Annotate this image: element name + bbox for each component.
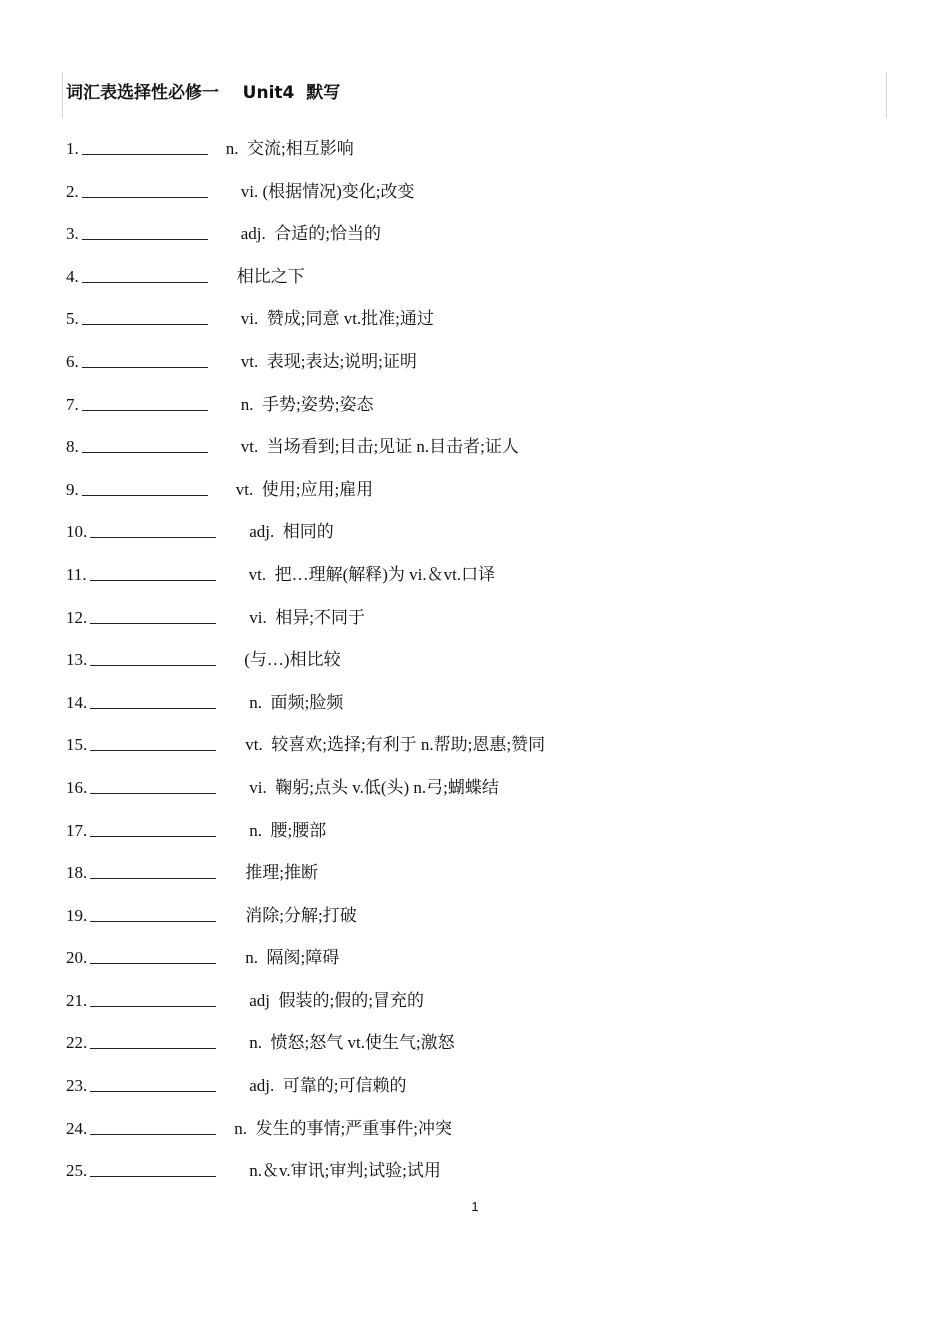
item-number: 3. bbox=[66, 224, 79, 244]
answer-blank[interactable] bbox=[82, 435, 208, 453]
answer-blank[interactable] bbox=[90, 606, 216, 624]
item-number: 21. bbox=[66, 990, 88, 1010]
item-definition: n. 交流;相互影响 bbox=[225, 139, 354, 158]
item-number: 13. bbox=[66, 650, 88, 670]
item-number: 9. bbox=[66, 479, 79, 499]
item-definition: vt. 表现;表达;说明;证明 bbox=[240, 351, 417, 371]
vocab-item bbox=[66, 137, 886, 180]
item-definition: vi. (根据情况)变化;改变 bbox=[240, 181, 415, 201]
item-number: 16. bbox=[66, 777, 88, 797]
vocab-item bbox=[66, 606, 886, 649]
vocab-item bbox=[66, 819, 886, 862]
item-number: 5. bbox=[66, 309, 79, 329]
item-number: 6. bbox=[66, 351, 79, 371]
item-number: 8. bbox=[66, 437, 79, 457]
item-number: 17. bbox=[66, 820, 88, 840]
item-number: 7. bbox=[66, 394, 79, 414]
item-definition: n. 发生的事情;严重事件;冲突 bbox=[234, 1118, 452, 1138]
item-definition: adj. 相同的 bbox=[249, 522, 334, 542]
vocab-item bbox=[66, 265, 886, 308]
item-number: 4. bbox=[66, 266, 79, 286]
answer-blank[interactable] bbox=[82, 307, 208, 325]
item-number: 25. bbox=[66, 1161, 88, 1181]
answer-blank[interactable] bbox=[90, 563, 216, 581]
item-definition: n.＆v.审讯;审判;试验;试用 bbox=[249, 1161, 441, 1181]
vocab-item bbox=[66, 350, 886, 393]
vocab-item bbox=[66, 691, 886, 734]
answer-blank[interactable] bbox=[90, 1031, 216, 1049]
vocab-item bbox=[66, 1074, 886, 1117]
vocab-item bbox=[66, 180, 886, 223]
item-definition: 相比之下 bbox=[236, 266, 305, 286]
item-number: 1. bbox=[66, 139, 79, 158]
vocab-item bbox=[66, 435, 886, 478]
answer-blank[interactable] bbox=[82, 137, 208, 155]
item-definition: vt. 使用;应用;雇用 bbox=[235, 479, 374, 499]
answer-blank[interactable] bbox=[90, 733, 216, 751]
answer-blank[interactable] bbox=[90, 776, 216, 794]
item-definition: vt. 较喜欢;选择;有利于 n.帮助;恩惠;赞同 bbox=[245, 735, 546, 755]
item-definition: vi. 赞成;同意 vt.批准;通过 bbox=[240, 309, 434, 329]
page-number: 1 bbox=[471, 1199, 479, 1214]
item-definition: 消除;分解;打破 bbox=[245, 905, 357, 925]
item-definition: (与…)相比较 bbox=[244, 650, 341, 670]
item-definition: n. 面频;脸频 bbox=[249, 692, 344, 712]
item-number: 24. bbox=[66, 1118, 88, 1138]
vocab-item bbox=[66, 478, 886, 521]
item-number: 18. bbox=[66, 863, 88, 883]
vocab-item bbox=[66, 1159, 886, 1202]
vocab-item bbox=[66, 222, 886, 265]
item-definition: n. 腰;腰部 bbox=[249, 820, 327, 840]
item-definition: n. 愤怒;怒气 vt.使生气;激怒 bbox=[249, 1033, 455, 1053]
item-number: 23. bbox=[66, 1076, 88, 1096]
vocab-item bbox=[66, 1117, 886, 1160]
vocab-item bbox=[66, 520, 886, 563]
item-number: 14. bbox=[66, 692, 88, 712]
answer-blank[interactable] bbox=[90, 1074, 216, 1092]
header-right-rule bbox=[886, 72, 887, 118]
vocab-item bbox=[66, 861, 886, 904]
answer-blank[interactable] bbox=[90, 1117, 216, 1135]
answer-blank[interactable] bbox=[90, 946, 216, 964]
answer-blank[interactable] bbox=[82, 265, 208, 283]
item-number: 2. bbox=[66, 181, 79, 201]
item-number: 10. bbox=[66, 522, 88, 542]
answer-blank[interactable] bbox=[82, 222, 208, 240]
item-definition: vi. 鞠躬;点头 v.低(头) n.弓;蝴蝶结 bbox=[249, 777, 499, 797]
item-number: 20. bbox=[66, 948, 88, 968]
item-number: 19. bbox=[66, 905, 88, 925]
item-definition: n. 隔阂;障碍 bbox=[245, 948, 340, 968]
answer-blank[interactable] bbox=[90, 989, 216, 1007]
vocab-item bbox=[66, 946, 886, 989]
header-left-rule bbox=[62, 72, 63, 118]
vocab-item bbox=[66, 563, 886, 606]
item-definition: vt. 把…理解(解释)为 vi.＆vt.口译 bbox=[248, 564, 496, 584]
item-number: 12. bbox=[66, 607, 88, 627]
vocab-item bbox=[66, 1031, 886, 1074]
item-definition: 推理;推断 bbox=[245, 863, 318, 883]
item-definition: vt. 当场看到;目击;见证 n.目击者;证人 bbox=[240, 437, 519, 457]
vocab-item bbox=[66, 733, 886, 776]
answer-blank[interactable] bbox=[90, 819, 216, 837]
document-title: 词汇表选择性必修一 Unit4 默写 bbox=[66, 83, 341, 103]
answer-blank[interactable] bbox=[90, 691, 216, 709]
answer-blank[interactable] bbox=[82, 180, 208, 198]
vocab-item bbox=[66, 989, 886, 1032]
item-definition: vi. 相异;不同于 bbox=[249, 607, 365, 627]
item-number: 22. bbox=[66, 1033, 88, 1053]
answer-blank[interactable] bbox=[90, 861, 216, 879]
answer-blank[interactable] bbox=[82, 478, 208, 496]
vocab-item bbox=[66, 393, 886, 436]
vocabulary-list bbox=[66, 137, 886, 1202]
answer-blank[interactable] bbox=[90, 1159, 216, 1177]
item-number: 15. bbox=[66, 735, 88, 755]
item-definition: adj 假装的;假的;冒充的 bbox=[249, 990, 424, 1010]
item-number: 11. bbox=[66, 564, 87, 584]
answer-blank[interactable] bbox=[90, 648, 216, 666]
item-definition: n. 手势;姿势;姿态 bbox=[240, 394, 374, 414]
item-definition: adj. 合适的;恰当的 bbox=[240, 224, 381, 244]
vocab-item bbox=[66, 776, 886, 819]
item-definition: adj. 可靠的;可信赖的 bbox=[249, 1076, 407, 1096]
vocab-item bbox=[66, 307, 886, 350]
answer-blank[interactable] bbox=[90, 904, 216, 922]
answer-blank[interactable] bbox=[82, 393, 208, 411]
vocab-item bbox=[66, 904, 886, 947]
vocab-item bbox=[66, 648, 886, 691]
answer-blank[interactable] bbox=[90, 520, 216, 538]
answer-blank[interactable] bbox=[82, 350, 208, 368]
